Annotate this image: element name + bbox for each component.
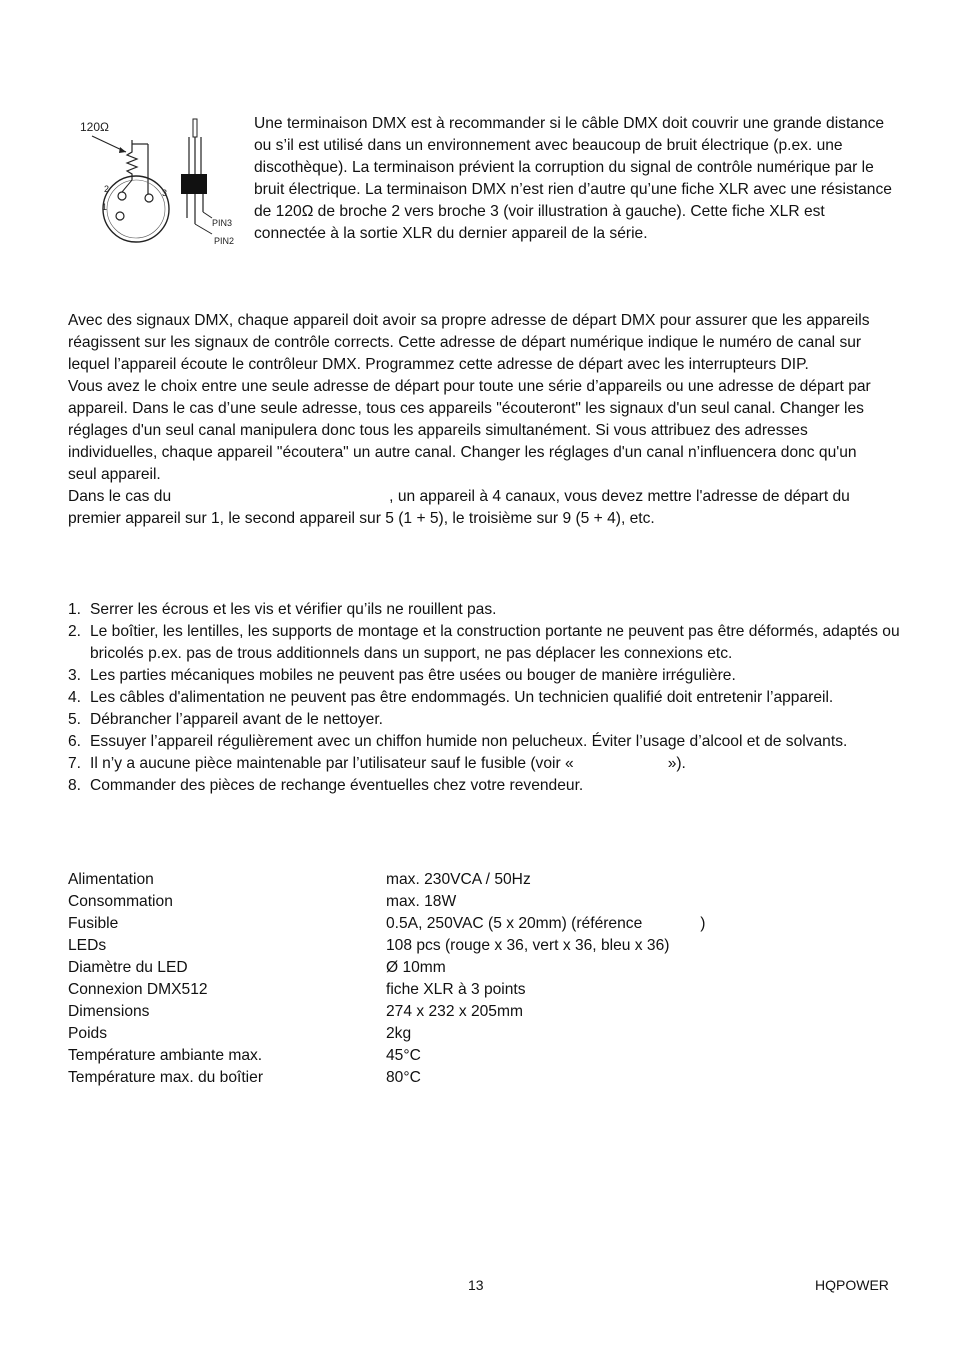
dmx-address-section xyxy=(68,310,888,530)
specifications-table xyxy=(68,869,705,1089)
table-row: Connexion DMX512 fiche XLR à 3 points xyxy=(68,981,526,998)
table-row: Dimensions 274 x 232 x 205mm xyxy=(68,1003,523,1020)
pin3-label: PIN3 xyxy=(212,218,233,228)
pin2-label: PIN2 xyxy=(214,236,235,246)
dmx-paragraph-3-start: Dans le cas du xyxy=(68,488,172,505)
dmx-paragraph-1: Avec des signaux DMX, chaque appareil doit avoir sa propre adresse de départ DMX pour assurer que les appareils réagissent sur les signaux de contrôle corrects. Cette adresse de départ numérique indique le numéro de canal sur lequel l’appareil écoute le contrôleur DMX. Programmez cette adresse de départ avec les interrupteurs DIP. xyxy=(68,312,870,373)
table-row: Alimentation max. 230VCA / 50Hz xyxy=(68,871,531,888)
xlr-termination-illustration xyxy=(76,114,246,250)
pin-number-3: 3 xyxy=(162,188,168,198)
list-item: 4. Les câbles d'alimentation ne peuvent pas être endommagés. Un technicien qualifié doit entretenir l’appareil. xyxy=(68,689,834,706)
page-number: 13 xyxy=(468,1277,484,1293)
table-row: Température max. du boîtier 80°C xyxy=(68,1069,421,1086)
termination-paragraph: Une terminaison DMX est à recommander si le câble DMX doit couvrir une grande distance ou s’il est utilisé dans un environnement avec beaucoup de bruit électrique (p.ex. une discothèque). La terminaison prévient la corruption du signal de contrôle numérique par le bruit électrique. La terminaison DMX n’est rien d’autre qu’une fiche XLR avec une résistance de 120Ω de broche 2 vers broche 3 (voir illustration à gauche). Cette fiche XLR est connectée à la sortie XLR du dernier appareil de la série. xyxy=(254,115,892,242)
list-item: 6. Essuyer l’appareil régulièrement avec un chiffon humide non pelucheux. Éviter l’usage d’alcool et de solvants. xyxy=(68,733,848,750)
table-row: LEDs 108 pcs (rouge x 36, vert x 36, bleu x 36) xyxy=(68,937,670,954)
table-row: Poids 2kg xyxy=(68,1025,412,1042)
table-row: Consommation max. 18W xyxy=(68,893,457,910)
list-item: 2. Le boîtier, les lentilles, les supports de montage et la construction portante ne peuvent pas être déformés, adaptés ou bricolés p.ex. pas de trous additionnels dans un support, ne pas déplacer les connexions etc. xyxy=(68,623,900,662)
dmx-paragraph-3-end: , un appareil à 4 canaux, vous devez mettre l'adresse de départ du premier appareil sur 1, le second appareil sur 5 (1 + 5), le troisième sur 9 (5 + 4), etc. xyxy=(68,488,850,527)
list-item: 3. Les parties mécaniques mobiles ne peuvent pas être usées ou bouger de manière irrégulière. xyxy=(68,667,736,684)
list-item: 7. Il n’y a aucune pièce maintenable par l’utilisateur sauf le fusible (voir « »). xyxy=(68,755,686,772)
pin-number-2: 2 xyxy=(104,184,110,194)
dmx-paragraph-3 xyxy=(68,486,888,530)
list-item: 1. Serrer les écrous et les vis et vérifier qu’ils ne rouillent pas. xyxy=(68,601,497,618)
dmx-paragraph-2: Vous avez le choix entre une seule adresse de départ pour toute une série d’appareils ou une adresse de départ par appareil. Dans le cas d’une seule adresse, tous ces appareils "écouteront" les signaux d'un seul canal. Changer les réglages d'un seul canal manipulera donc tous les appareils simultanément. Si vous attribuez des adresses individuelles, chaque appareil "écoutera" un autre canal. Changer les réglages d'un canal n’influencera donc qu'un seul appareil. xyxy=(68,378,871,483)
list-item: 8. Commander des pièces de rechange éventuelles chez votre revendeur. xyxy=(68,777,584,794)
footer-brand: HQPOWER xyxy=(815,1277,889,1293)
list-item: 5. Débrancher l’appareil avant de le nettoyer. xyxy=(68,711,383,728)
pin-number-1: 1 xyxy=(102,202,108,212)
resistor-label: 120Ω xyxy=(80,120,109,134)
table-row: Température ambiante max. 45°C xyxy=(68,1047,421,1064)
table-row: Fusible 0.5A, 250VAC (5 x 20mm) (référence ) xyxy=(68,915,706,932)
table-row: Diamètre du LED Ø 10mm xyxy=(68,959,446,976)
maintenance-list xyxy=(68,599,908,797)
